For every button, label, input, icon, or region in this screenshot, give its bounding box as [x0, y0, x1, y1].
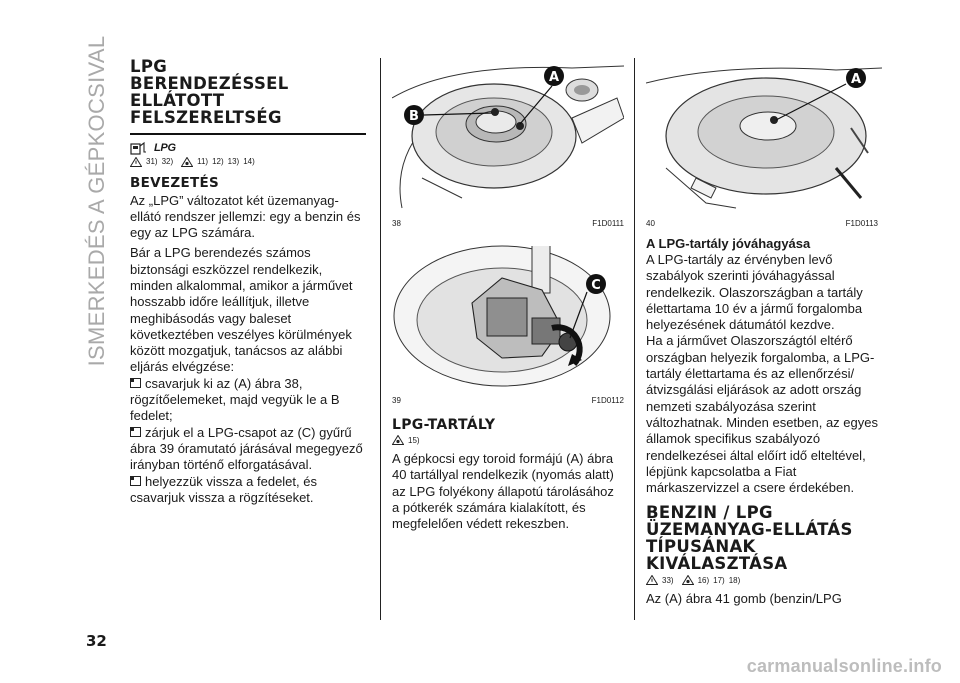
figure-caption: 39 F1D0112: [392, 396, 624, 405]
lpg-badge: [130, 141, 366, 155]
column-divider-right: [634, 58, 635, 620]
callout-a: A: [850, 72, 862, 87]
heading-rule: [130, 133, 366, 135]
bullet-item: csavarjuk ki az (A) ábra 38, rögzítőelemeket, majd vegyük le a B fedelet;: [130, 375, 340, 424]
figure-38-illustration: [392, 58, 624, 211]
section-heading: LPG-TARTÁLY: [392, 417, 496, 433]
lpg-badge-label: LPG: [154, 141, 176, 154]
callout-a: A: [548, 70, 560, 85]
caution-icon: [181, 157, 193, 167]
intro-paragraph: Az „LPG” változatot két üzemanyag-ellátó rendszer jellemzi: egy a benzin és egy az LPG számára.: [130, 192, 361, 241]
page-number: 32: [86, 632, 107, 650]
column-2: [392, 58, 624, 532]
subsection-heading: BEVEZETÉS: [130, 174, 220, 191]
column-3: [646, 58, 882, 608]
section-heading: LPG BERENDEZÉSSEL ELLÁTOTT FELSZERELTSÉG: [130, 57, 289, 127]
section-heading: BENZIN / LPG ÜZEMANYAG-ELLÁTÁS TÍPUSÁNAK KIVÁLASZTÁSA: [646, 503, 853, 574]
approval-paragraph: A LPG-tartály az érvényben levő szabályok szerinti jóváhagyással rendelkezik. Olaszországban a tartály élettartama 10 év a jármű forgalomba helyezésének dátumától kezdve.: [646, 252, 863, 333]
side-tab-label: ISMERKEDÉS A GÉPKOCSIVAL: [84, 35, 109, 367]
caution-icon: [392, 435, 404, 445]
figure-39: [392, 238, 624, 405]
figure-38: [392, 58, 624, 228]
figure-40-illustration: [646, 58, 882, 211]
bullet-box-icon: [130, 427, 141, 437]
figure-caption: 40 F1D0113: [646, 219, 878, 228]
warning-icon: [130, 157, 142, 167]
fuel-pump-icon: [130, 141, 152, 155]
callout-c: C: [591, 278, 601, 293]
lifetime-paragraph: Ha a járművet Olaszországtól eltérő országban helyezik forgalomba, a LPG-tartály élettartama és az ellenőrzési/átvizsgálási eljárások az adott ország nemzeti szabályozása szerint változhatnak. Minden esetben, az egyes államok specifikus szabályozó rendelkezései által előírt idő elteltével, lépjünk kapcsolatba a Fiat márkaszervizzel a csere érdekében.: [646, 333, 878, 496]
warning-refs: 31) 32) 11) 12) 13) 14): [130, 157, 366, 167]
warning-refs: 15): [392, 435, 624, 445]
subsection-heading: A LPG-tartály jóváhagyása: [646, 236, 811, 251]
selection-paragraph: Az (A) ábra 41 gomb (benzin/LPG: [646, 591, 842, 607]
bullet-item: zárjuk el a LPG-csapot az (C) gyűrű ábra 39 óramutató járásával megegyező irányban történő elforgatásával.: [130, 424, 363, 473]
bullet-box-icon: [130, 378, 141, 388]
watermark: carmanualsonline.info: [746, 656, 942, 676]
figure-40: [646, 58, 878, 228]
bullet-box-icon: [130, 476, 141, 486]
warning-refs: 33) 16) 17) 18): [646, 575, 882, 585]
side-section-tab: [84, 36, 110, 366]
bullet-item: helyezzük vissza a fedelet, és csavarjuk vissza a rögzítéseket.: [130, 473, 317, 505]
tank-paragraph: A gépkocsi egy toroid formájú (A) ábra 40 tartállyal rendelkezik (nyomás alatt) az LPG folyékony állapotú tárolásához a pótkerék számára kialakított, és megfelelően védett rekeszben.: [392, 451, 614, 532]
column-1: [130, 58, 366, 506]
safety-paragraph: Bár a LPG berendezés számos biztonsági eszközzel rendelkezik, minden alkalommal, amikor a járművet hosszabb időre leállítjuk, illetve meghibásodás vagy baleset következtében veszélyes körülmények között mozgatjuk, tanácsos az alábbi eljárás elvégzése:: [130, 245, 353, 375]
caution-icon: [682, 575, 694, 585]
callout-b: B: [409, 109, 419, 124]
figure-39-illustration: [392, 238, 624, 388]
warning-icon: [646, 575, 658, 585]
figure-caption: 38 F1D0111: [392, 219, 624, 228]
column-divider-left: [380, 58, 381, 620]
